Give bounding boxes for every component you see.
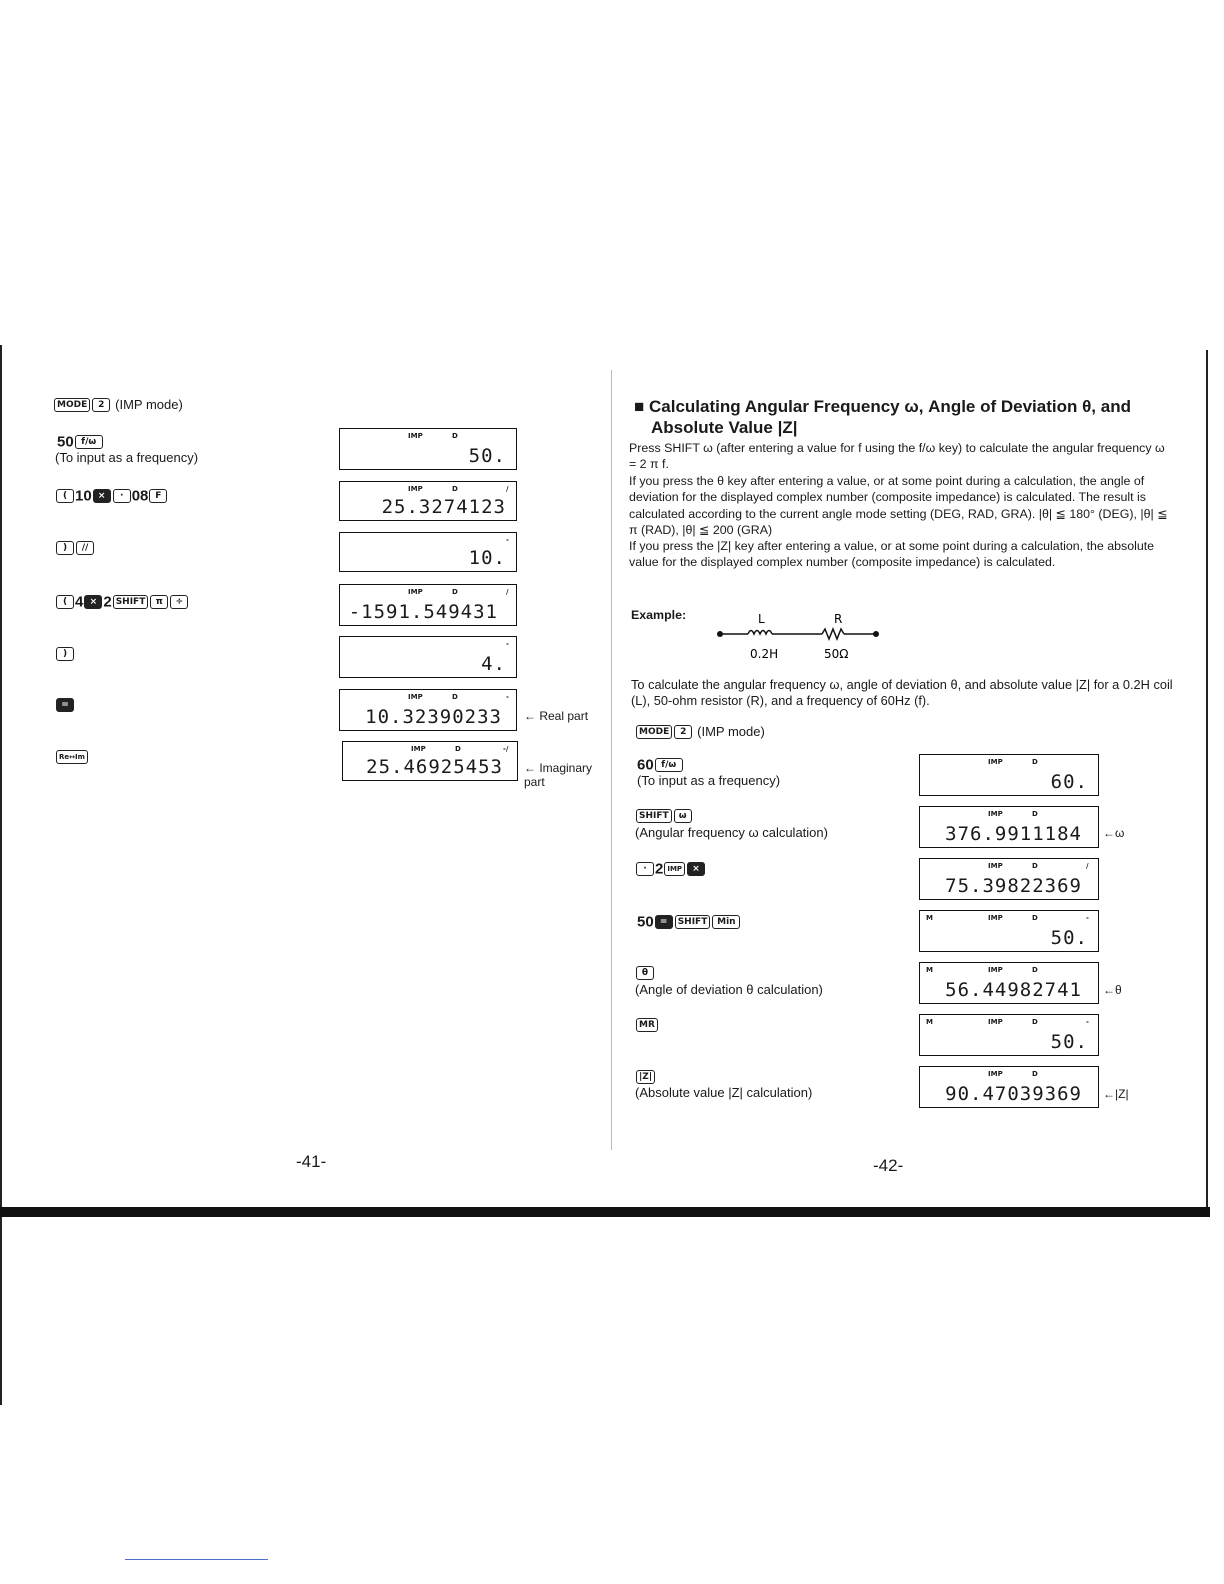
lcd-display	[919, 1066, 1099, 1108]
lcd-display	[919, 754, 1099, 796]
omega-result-label: ←ω	[1103, 826, 1125, 840]
shift-key: SHIFT	[113, 595, 149, 609]
paragraph-absolute-value: If you press the |Z| key after entering a value, or at some point during a calculation, the absolute value for the displayed complex number (composite impedance) is calculated.	[629, 539, 1155, 570]
footnote-rule	[125, 1559, 268, 1560]
key-number: 08	[131, 487, 149, 505]
pi-key: π	[150, 595, 168, 609]
page-frame-left	[0, 345, 2, 1405]
right-step-7-keys	[635, 1067, 656, 1085]
left-step-1-note: (To input as a frequency)	[55, 450, 199, 465]
example-label: Example:	[631, 608, 687, 622]
lcd-display	[342, 741, 518, 781]
sign-indicator: -	[1086, 914, 1089, 922]
lcd-display	[919, 962, 1099, 1004]
omega-key: ω	[674, 809, 692, 823]
right-step-3-keys	[635, 859, 706, 878]
lcd-display	[339, 481, 517, 521]
key-number: 50	[57, 433, 74, 451]
frequency-key: f/ω	[655, 758, 683, 772]
deg-indicator: D	[1032, 1018, 1038, 1026]
page-frame-right	[1206, 350, 1208, 1208]
key-number: 50	[637, 913, 654, 931]
frequency-key: f/ω	[75, 435, 103, 449]
inductor-symbol	[748, 631, 772, 635]
divide-key: ÷	[170, 595, 188, 609]
key-number: 2	[655, 860, 664, 878]
inductor-label: L	[758, 612, 765, 626]
right-step-1-note: (To input as a frequency)	[637, 773, 781, 788]
deg-indicator: D	[452, 693, 458, 701]
open-paren-key: (	[56, 489, 74, 503]
theta-result-label: ←θ	[1103, 983, 1122, 997]
right-mode-line	[635, 722, 765, 740]
sign-indicator: -	[506, 693, 509, 701]
imp-key: IMP	[664, 862, 685, 876]
right-step-5-note: (Angle of deviation θ calculation)	[635, 982, 823, 997]
lcd-display	[339, 584, 517, 626]
deg-indicator: D	[1032, 810, 1038, 818]
display-value: 4.	[481, 653, 506, 675]
memory-indicator: M	[926, 1018, 933, 1026]
lcd-display	[919, 1014, 1099, 1056]
display-value: 56.44982741	[945, 979, 1082, 1001]
lcd-display	[339, 428, 517, 470]
right-step-2-note: (Angular frequency ω calculation)	[635, 825, 828, 840]
display-value: 376.9911184	[945, 823, 1082, 845]
lcd-display	[339, 532, 517, 572]
display-value: 25.46925453	[366, 756, 503, 778]
inductor-value: 0.2H	[750, 647, 779, 661]
deg-indicator: D	[452, 432, 458, 440]
display-value: 75.39822369	[945, 875, 1082, 897]
mode-key: MODE	[54, 398, 90, 412]
key-number: 4	[75, 593, 84, 611]
shift-key: SHIFT	[636, 809, 672, 823]
absolute-result-label: ←|Z|	[1103, 1087, 1129, 1101]
memory-indicator: M	[926, 966, 933, 974]
page-bottom-bar	[0, 1207, 1210, 1217]
real-part-label: ← Real part	[524, 709, 589, 723]
paragraph-example: To calculate the angular frequency ω, angle of deviation θ, and absolute value |Z| for a 0.2H coil (L), 50-ohm resistor (R), and a frequency of 60Hz (f).	[631, 677, 1173, 709]
memory-recall-key: MR	[636, 1018, 658, 1032]
circuit-diagram	[712, 608, 892, 664]
lcd-display	[339, 689, 517, 731]
close-paren-key: )	[56, 647, 74, 661]
resistor-symbol	[822, 629, 844, 639]
sign-indicator: -/	[503, 745, 509, 753]
left-step-4-keys	[55, 592, 189, 611]
display-value: 60.	[1050, 771, 1088, 793]
deg-indicator: D	[1032, 914, 1038, 922]
key-number: 60	[637, 756, 654, 774]
memory-indicator: M	[926, 914, 933, 922]
key-number: 10	[75, 487, 92, 505]
left-step-6-keys	[55, 695, 75, 713]
section-heading-continued: Absolute Value |Z|	[651, 418, 798, 437]
memory-in-key: Min	[712, 915, 740, 929]
lcd-display	[919, 858, 1099, 900]
decimal-key: ·	[113, 489, 131, 503]
display-value: 25.3274123	[381, 496, 506, 518]
left-mode-line	[53, 395, 183, 413]
resistor-label: R	[834, 612, 843, 626]
imaginary-part-label: ← Imaginary part	[524, 761, 593, 789]
right-step-6-keys	[635, 1015, 659, 1033]
key-number: 2	[103, 593, 112, 611]
imp-indicator: IMP	[988, 1070, 1003, 1078]
resistor-value: 50Ω	[824, 647, 849, 661]
deg-indicator: D	[455, 745, 461, 753]
mode-key: MODE	[636, 725, 672, 739]
imp-indicator: IMP	[408, 588, 423, 596]
open-paren-key: (	[56, 595, 74, 609]
imp-indicator: IMP	[988, 1018, 1003, 1026]
imp-indicator: IMP	[411, 745, 426, 753]
close-paren-key: )	[56, 541, 74, 555]
display-value: 50.	[1050, 1031, 1088, 1053]
imp-indicator: IMP	[408, 432, 423, 440]
multiply-key: ×	[93, 489, 111, 503]
left-step-1-keys	[57, 432, 104, 451]
display-value: 90.47039369	[945, 1083, 1082, 1105]
terminal-right	[873, 631, 879, 637]
imp-indicator: IMP	[988, 810, 1003, 818]
display-value: 10.32390233	[365, 706, 502, 728]
deg-indicator: D	[452, 588, 458, 596]
imp-indicator: IMP	[408, 693, 423, 701]
right-step-4-keys	[637, 912, 741, 931]
right-step-2-keys	[635, 806, 693, 824]
section-heading: ■ Calculating Angular Frequency ω, Angle of Deviation θ, and	[634, 397, 1131, 416]
imp-indicator: IMP	[988, 862, 1003, 870]
re-im-key: Re↔Im	[56, 750, 88, 764]
farad-key: F	[149, 489, 167, 503]
page-divider	[611, 370, 612, 1150]
parallel-key: //	[76, 541, 94, 555]
sign-indicator: -	[506, 640, 509, 648]
multiply-key: ×	[84, 595, 102, 609]
right-step-7-note: (Absolute value |Z| calculation)	[635, 1085, 813, 1100]
sign-indicator: -	[506, 536, 509, 544]
equals-key: =	[655, 915, 673, 929]
sign-indicator: -	[1086, 1018, 1089, 1026]
deg-indicator: D	[452, 485, 458, 493]
lcd-display	[919, 806, 1099, 848]
imp-indicator: IMP	[408, 485, 423, 493]
right-step-1-keys	[637, 755, 684, 774]
decimal-key: ·	[636, 862, 654, 876]
imp-indicator: IMP	[988, 966, 1003, 974]
paragraph-angular-frequency: Press SHIFT ω (after entering a value for f using the f/ω key) to calculate the angular frequency ω = 2 π f.	[629, 441, 1165, 472]
left-step-3-keys	[55, 538, 95, 556]
multiply-key: ×	[687, 862, 705, 876]
display-value: 50.	[1050, 927, 1088, 949]
imp-indicator: IMP	[988, 914, 1003, 922]
theta-key: θ	[636, 966, 654, 980]
key-2: 2	[674, 725, 692, 739]
deg-indicator: D	[1032, 758, 1038, 766]
display-value: 50.	[468, 445, 506, 467]
deg-indicator: D	[1032, 966, 1038, 974]
deg-indicator: D	[1032, 862, 1038, 870]
mode-text: (IMP mode)	[115, 397, 183, 412]
key-2: 2	[92, 398, 110, 412]
mode-text: (IMP mode)	[697, 724, 765, 739]
sign-indicator: /	[506, 588, 509, 596]
right-step-5-keys	[635, 963, 655, 981]
left-step-5-keys	[55, 644, 75, 662]
deg-indicator: D	[1032, 1070, 1038, 1078]
left-step-7-keys	[55, 747, 89, 765]
page-number-right: -42-	[873, 1156, 904, 1175]
shift-key: SHIFT	[675, 915, 711, 929]
paragraph-angle-deviation: If you press the θ key after entering a value, or at some point during a calculation, the angle of deviation for the displayed complex number (composite impedance) is calculated. The result is calculated according to the current angle mode setting (DEG, RAD, GRA). |θ| ≦ 180° (DEG), |θ| ≦ π (RAD), |θ| ≦ 200 (GRA)	[629, 474, 1168, 538]
left-step-2-keys	[55, 486, 168, 505]
display-value: 10.	[468, 547, 506, 569]
absolute-value-key: |Z|	[636, 1070, 655, 1084]
display-value: -1591.549431	[348, 601, 498, 623]
sign-indicator: /	[506, 485, 509, 493]
equals-key: =	[56, 698, 74, 712]
lcd-display	[919, 910, 1099, 952]
page-number-left: -41-	[296, 1152, 327, 1171]
sign-indicator: /	[1086, 862, 1089, 870]
imp-indicator: IMP	[988, 758, 1003, 766]
lcd-display	[339, 636, 517, 678]
